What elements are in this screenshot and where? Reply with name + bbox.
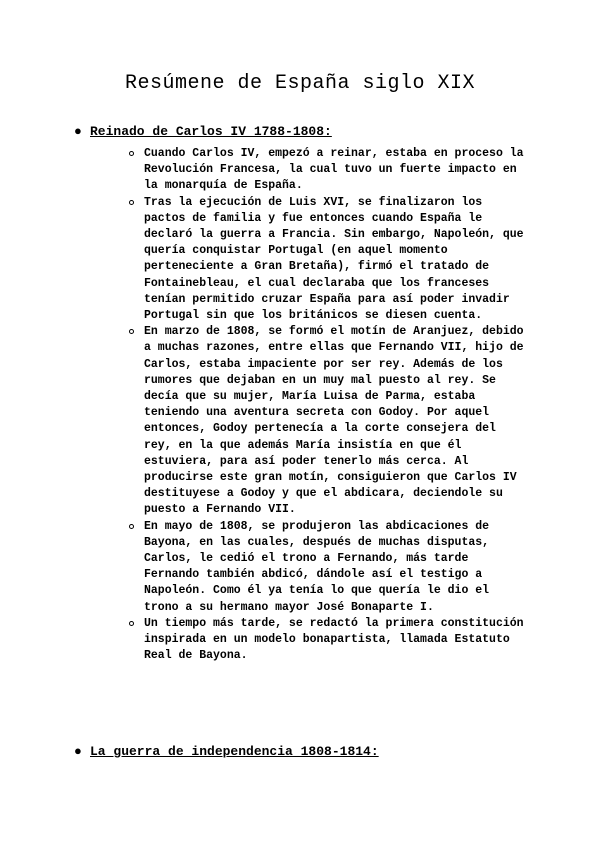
bullet-icon: ● [74, 744, 82, 759]
list-item-text: En marzo de 1808, se formó el motín de Aranjuez, debido a muchas razones, entre ellas que Fernando VII, hijo de Carlos, estaba impaciente por ser rey. Además de los rumores que dejaban en un muy mal puesto al rey. Se decía que su mujer, María Luisa de Parma, estaba teniendo una aventura secreta con Godoy. Por aquel entonces, Godoy pertenecía a la corte consejera del rey, en la que además María insistía en que él estuviera, para así poder tenerlo más cerca. Al producirse este gran motín, consiguieron que Carlos IV destituyese a Godoy y que el abdicara, deciendole su puesto a Fernando VII. [144, 325, 524, 517]
circle-bullet-icon [129, 200, 134, 205]
list-item [144, 324, 528, 518]
list-item [144, 616, 528, 665]
list-item [144, 519, 528, 616]
list-item-text: Un tiempo más tarde, se redactó la primera constitución inspirada en un modelo bonapartista, llamada Estatuto Real de Bayona. [144, 616, 524, 663]
section-item-list [144, 146, 528, 665]
circle-bullet-icon [129, 329, 134, 334]
circle-bullet-icon [129, 621, 134, 626]
section-heading-reinado [74, 124, 332, 139]
document-title: Resúmene de España siglo XIX [124, 72, 476, 95]
list-item-text: Cuando Carlos IV, empezó a reinar, estaba en proceso la Revolución Francesa, la cual tuvo un fuerte impacto en la monarquía de España. [144, 147, 524, 193]
section-heading-text: La guerra de independencia 1808-1814: [90, 744, 379, 759]
circle-bullet-icon [129, 524, 134, 529]
list-item [144, 146, 528, 195]
list-item-text: Tras la ejecución de Luis XVI, se finalizaron los pactos de familia y fue entonces cuando España le declaró la guerra a Francia. Sin embargo, Napoleón, que quería conquistar Portugal (en aquel momento perteneciente a Gran Bretaña), firmó el tratado de Fontainebleau, el cual declaraba que los franceses tenían permitido cruzar España para así poder invadir Portugal sin que los británicos se diesen cuenta. [144, 195, 524, 323]
section-heading-text: Reinado de Carlos IV 1788-1808: [90, 124, 332, 139]
list-item [144, 195, 528, 325]
section-heading-guerra [74, 744, 379, 759]
circle-bullet-icon [129, 151, 134, 156]
bullet-icon: ● [74, 124, 82, 139]
list-item-text: En mayo de 1808, se produjeron las abdicaciones de Bayona, en las cuales, después de muchas disputas, Carlos, le cedió el trono a Fernando, más tarde Fernando también abdicó, dándole así el testigo a Napoleón. Como él ya tenía lo que quería le dio el trono a su hermano mayor José Bonaparte I. [144, 519, 490, 614]
